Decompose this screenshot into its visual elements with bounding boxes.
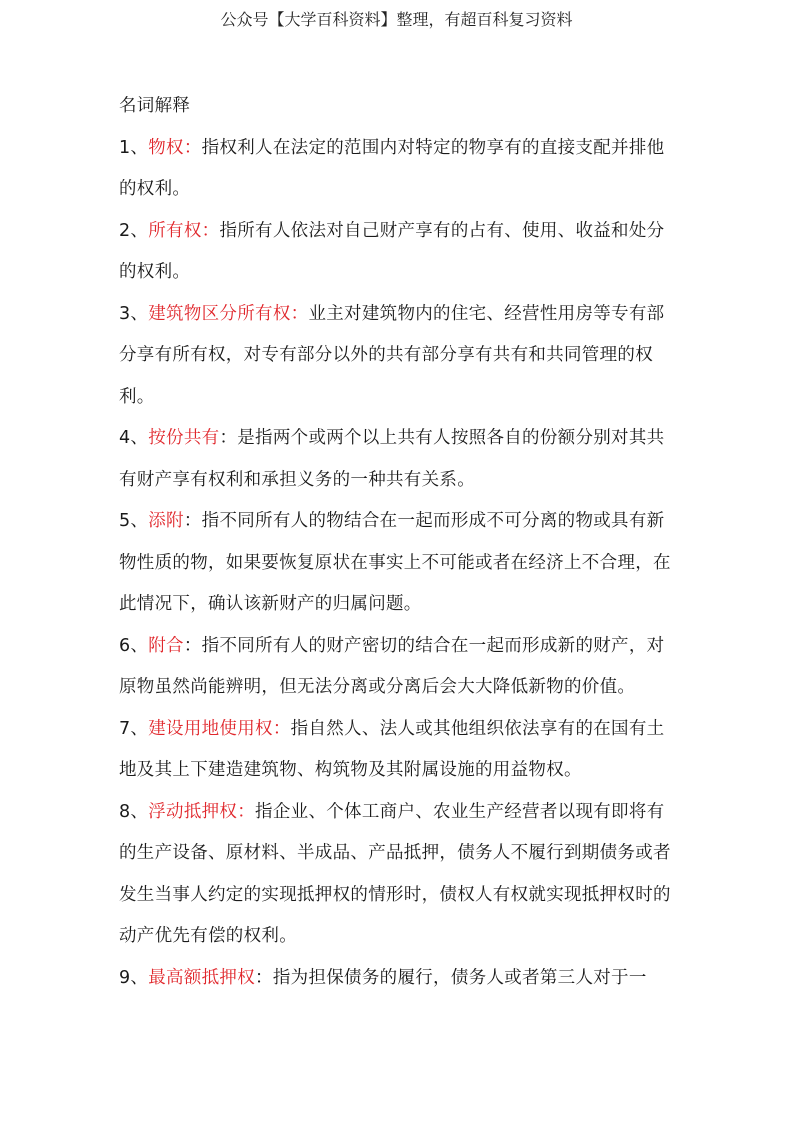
entry-colon: ： bbox=[272, 718, 291, 739]
entry-term: 物权 bbox=[148, 137, 184, 158]
entry-term: 按份共有 bbox=[148, 428, 220, 448]
entry-colon: ： bbox=[290, 303, 309, 324]
entry-4 bbox=[119, 418, 679, 501]
entry-colon: ： bbox=[183, 137, 202, 158]
entry-6 bbox=[119, 626, 679, 709]
entry-term: 附合 bbox=[148, 635, 184, 656]
entry-number: 6、 bbox=[119, 635, 149, 656]
entry-2 bbox=[119, 211, 679, 294]
page-header: 公众号【大学百科资料】整理，有超百科复习资料 bbox=[220, 10, 573, 29]
entry-definition: 指为担保债务的履行，债务人或者第三人对于一 bbox=[272, 967, 647, 988]
entry-colon: ： bbox=[183, 635, 202, 656]
entry-colon: ： bbox=[219, 428, 238, 448]
entry-term: 添附 bbox=[148, 511, 184, 531]
entry-number: 2、 bbox=[119, 220, 149, 241]
entry-colon: ： bbox=[237, 801, 256, 822]
document-body bbox=[119, 86, 679, 999]
entry-colon: ： bbox=[183, 511, 202, 531]
entry-definition: 指不同所有人的物结合在一起而形成不可分离的物或具有新物性质的物，如果要恢复原状在事实上不可能或者在经济上不合理，在此情况下，确认该新财产的归属问题。 bbox=[119, 511, 671, 614]
entry-definition: 业主对建筑物内的住宅、经营性用房等专有部分享有所有权，对专有部分以外的共有部分享有共有和共同管理的权利。 bbox=[119, 303, 665, 407]
entry-8 bbox=[119, 792, 679, 958]
entry-term: 浮动抵押权 bbox=[148, 801, 238, 822]
entry-7 bbox=[119, 709, 679, 792]
entry-colon: ： bbox=[201, 220, 220, 241]
entry-5 bbox=[119, 501, 679, 626]
entry-number: 9、 bbox=[119, 967, 149, 988]
entry-number: 7、 bbox=[119, 718, 149, 739]
entry-definition: 指自然人、法人或其他组织依法享有的在国有土地及其上下建造建筑物、构筑物及其附属设施的用益物权。 bbox=[119, 718, 665, 780]
entry-number: 3、 bbox=[119, 303, 149, 324]
entry-term: 最高额抵押权 bbox=[148, 967, 256, 988]
entry-definition: 指权利人在法定的范围内对特定的物享有的直接支配并排他的权利。 bbox=[119, 137, 665, 199]
entry-term: 建设用地使用权 bbox=[148, 718, 273, 739]
entry-definition: 指不同所有人的财产密切的结合在一起而形成新的财产，对原物虽然尚能辨明，但无法分离或分离后会大大降低新物的价值。 bbox=[119, 635, 665, 697]
entry-colon: ： bbox=[255, 967, 273, 988]
entry-term: 所有权 bbox=[148, 220, 202, 241]
entry-number: 5、 bbox=[119, 511, 149, 531]
entry-number: 8、 bbox=[119, 801, 149, 822]
section-title: 名词解释 bbox=[119, 96, 191, 116]
entry-term: 建筑物区分所有权 bbox=[148, 303, 291, 324]
entry-1 bbox=[119, 128, 679, 211]
entry-definition: 指企业、个体工商户、农业生产经营者以现有即将有的生产设备、原材料、半成品、产品抵押，债务人不履行到期债务或者发生当事人约定的实现抵押权的情形时，债权人有权就实现抵押权时的动产优先有偿的权利。 bbox=[119, 801, 671, 946]
entry-9 bbox=[119, 958, 679, 1000]
entry-number: 1、 bbox=[119, 137, 149, 158]
entry-definition: 是指两个或两个以上共有人按照各自的份额分别对其共有财产享有权利和承担义务的一种共有关系。 bbox=[119, 428, 665, 490]
entry-definition: 指所有人依法对自己财产享有的占有、使用、收益和处分的权利。 bbox=[119, 220, 665, 282]
entry-number: 4、 bbox=[119, 428, 149, 448]
entry-3 bbox=[119, 294, 679, 419]
